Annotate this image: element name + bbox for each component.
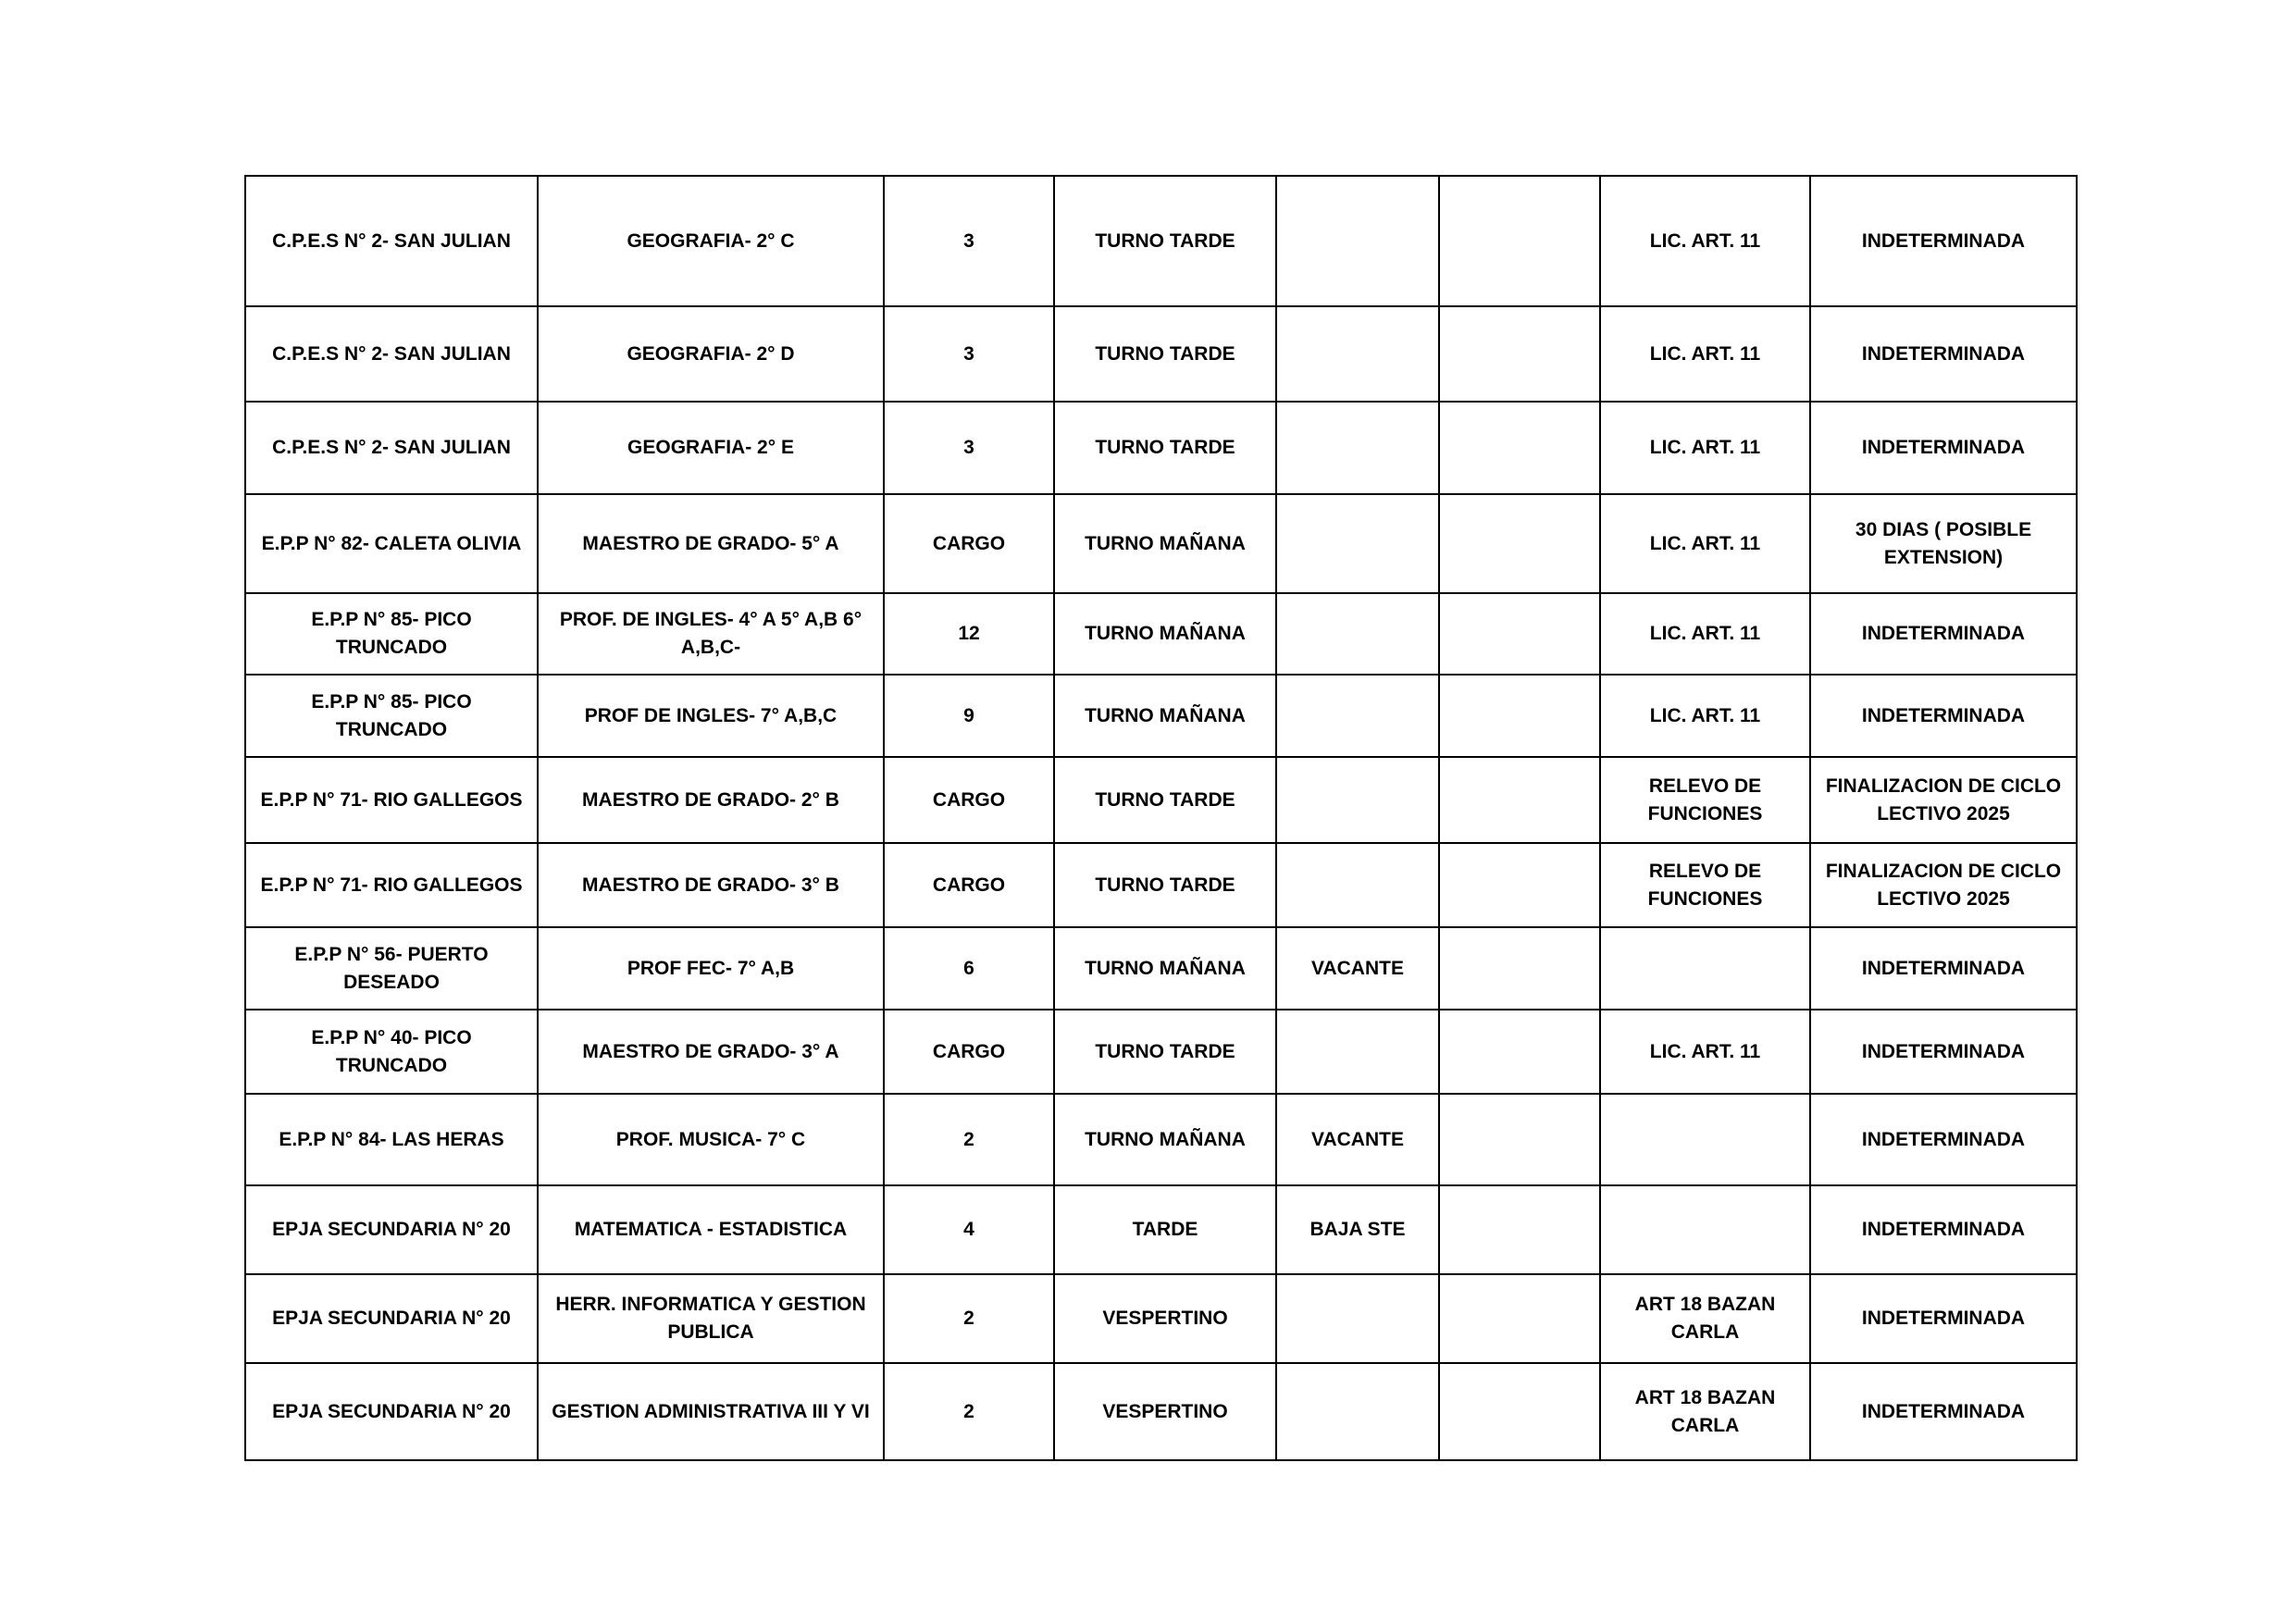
subject-cell: HERR. INFORMATICA Y GESTION PUBLICA bbox=[538, 1274, 884, 1363]
duration-cell: INDETERMINADA bbox=[1810, 1274, 2077, 1363]
shift-cell: TURNO MAÑANA bbox=[1054, 675, 1276, 757]
duration-cell: INDETERMINADA bbox=[1810, 927, 2077, 1010]
school-cell: EPJA SECUNDARIA N° 20 bbox=[245, 1274, 538, 1363]
table-row bbox=[245, 927, 2077, 1010]
table-row bbox=[245, 757, 2077, 843]
hours-cell: 2 bbox=[884, 1363, 1054, 1460]
hours-cell: 4 bbox=[884, 1185, 1054, 1274]
duration-cell: INDETERMINADA bbox=[1810, 593, 2077, 675]
school-cell: E.P.P N° 71- RIO GALLEGOS bbox=[245, 757, 538, 843]
reason-cell: LIC. ART. 11 bbox=[1600, 675, 1810, 757]
table-row bbox=[245, 843, 2077, 927]
empty-cell bbox=[1439, 1185, 1600, 1274]
status-cell bbox=[1276, 1274, 1439, 1363]
empty-cell bbox=[1439, 1363, 1600, 1460]
hours-cell: 9 bbox=[884, 675, 1054, 757]
reason-cell: LIC. ART. 11 bbox=[1600, 306, 1810, 402]
school-cell: C.P.E.S N° 2- SAN JULIAN bbox=[245, 176, 538, 306]
status-cell bbox=[1276, 593, 1439, 675]
school-cell: EPJA SECUNDARIA N° 20 bbox=[245, 1363, 538, 1460]
table-row bbox=[245, 1274, 2077, 1363]
table-row bbox=[245, 176, 2077, 306]
subject-cell: MAESTRO DE GRADO- 2° B bbox=[538, 757, 884, 843]
reason-cell: ART 18 BAZAN CARLA bbox=[1600, 1363, 1810, 1460]
duration-cell: INDETERMINADA bbox=[1810, 402, 2077, 494]
status-cell bbox=[1276, 1010, 1439, 1094]
duration-cell: INDETERMINADA bbox=[1810, 306, 2077, 402]
duration-cell: 30 DIAS ( POSIBLE EXTENSION) bbox=[1810, 494, 2077, 593]
hours-cell: 12 bbox=[884, 593, 1054, 675]
table-body bbox=[245, 176, 2077, 1460]
subject-cell: MATEMATICA - ESTADISTICA bbox=[538, 1185, 884, 1274]
subject-cell: PROF FEC- 7° A,B bbox=[538, 927, 884, 1010]
shift-cell: TURNO TARDE bbox=[1054, 1010, 1276, 1094]
hours-cell: 3 bbox=[884, 402, 1054, 494]
school-cell: EPJA SECUNDARIA N° 20 bbox=[245, 1185, 538, 1274]
empty-cell bbox=[1439, 494, 1600, 593]
duration-cell: INDETERMINADA bbox=[1810, 1185, 2077, 1274]
school-cell: C.P.E.S N° 2- SAN JULIAN bbox=[245, 306, 538, 402]
table-row bbox=[245, 494, 2077, 593]
status-cell bbox=[1276, 843, 1439, 927]
shift-cell: TURNO TARDE bbox=[1054, 757, 1276, 843]
status-cell bbox=[1276, 494, 1439, 593]
subject-cell: GEOGRAFIA- 2° C bbox=[538, 176, 884, 306]
school-cell: E.P.P N° 84- LAS HERAS bbox=[245, 1094, 538, 1185]
empty-cell bbox=[1439, 757, 1600, 843]
subject-cell: GEOGRAFIA- 2° D bbox=[538, 306, 884, 402]
empty-cell bbox=[1439, 176, 1600, 306]
reason-cell: ART 18 BAZAN CARLA bbox=[1600, 1274, 1810, 1363]
shift-cell: TURNO MAÑANA bbox=[1054, 927, 1276, 1010]
status-cell: VACANTE bbox=[1276, 927, 1439, 1010]
hours-cell: CARGO bbox=[884, 1010, 1054, 1094]
subject-cell: PROF. DE INGLES- 4° A 5° A,B 6° A,B,C- bbox=[538, 593, 884, 675]
status-cell: BAJA STE bbox=[1276, 1185, 1439, 1274]
table-row bbox=[245, 1185, 2077, 1274]
status-cell bbox=[1276, 306, 1439, 402]
school-cell: E.P.P N° 56- PUERTO DESEADO bbox=[245, 927, 538, 1010]
reason-cell: RELEVO DE FUNCIONES bbox=[1600, 843, 1810, 927]
subject-cell: PROF. MUSICA- 7° C bbox=[538, 1094, 884, 1185]
school-cell: E.P.P N° 82- CALETA OLIVIA bbox=[245, 494, 538, 593]
shift-cell: TURNO MAÑANA bbox=[1054, 494, 1276, 593]
reason-cell: LIC. ART. 11 bbox=[1600, 593, 1810, 675]
table-row bbox=[245, 675, 2077, 757]
reason-cell: LIC. ART. 11 bbox=[1600, 1010, 1810, 1094]
reason-cell bbox=[1600, 1185, 1810, 1274]
status-cell bbox=[1276, 176, 1439, 306]
empty-cell bbox=[1439, 402, 1600, 494]
vacancies-table bbox=[244, 175, 2078, 1461]
status-cell bbox=[1276, 757, 1439, 843]
subject-cell: GESTION ADMINISTRATIVA III Y VI bbox=[538, 1363, 884, 1460]
empty-cell bbox=[1439, 306, 1600, 402]
table-row bbox=[245, 1010, 2077, 1094]
empty-cell bbox=[1439, 593, 1600, 675]
status-cell bbox=[1276, 402, 1439, 494]
subject-cell: PROF DE INGLES- 7° A,B,C bbox=[538, 675, 884, 757]
shift-cell: TURNO TARDE bbox=[1054, 306, 1276, 402]
duration-cell: INDETERMINADA bbox=[1810, 176, 2077, 306]
hours-cell: CARGO bbox=[884, 757, 1054, 843]
status-cell bbox=[1276, 1363, 1439, 1460]
table-row bbox=[245, 1363, 2077, 1460]
duration-cell: INDETERMINADA bbox=[1810, 1010, 2077, 1094]
subject-cell: MAESTRO DE GRADO- 5° A bbox=[538, 494, 884, 593]
hours-cell: 2 bbox=[884, 1094, 1054, 1185]
school-cell: E.P.P N° 85- PICO TRUNCADO bbox=[245, 675, 538, 757]
subject-cell: MAESTRO DE GRADO- 3° B bbox=[538, 843, 884, 927]
empty-cell bbox=[1439, 1274, 1600, 1363]
duration-cell: FINALIZACION DE CICLO LECTIVO 2025 bbox=[1810, 757, 2077, 843]
duration-cell: INDETERMINADA bbox=[1810, 675, 2077, 757]
reason-cell: RELEVO DE FUNCIONES bbox=[1600, 757, 1810, 843]
duration-cell: INDETERMINADA bbox=[1810, 1094, 2077, 1185]
hours-cell: CARGO bbox=[884, 843, 1054, 927]
empty-cell bbox=[1439, 1010, 1600, 1094]
table-row bbox=[245, 306, 2077, 402]
school-cell: E.P.P N° 85- PICO TRUNCADO bbox=[245, 593, 538, 675]
duration-cell: INDETERMINADA bbox=[1810, 1363, 2077, 1460]
empty-cell bbox=[1439, 927, 1600, 1010]
shift-cell: VESPERTINO bbox=[1054, 1274, 1276, 1363]
hours-cell: 2 bbox=[884, 1274, 1054, 1363]
hours-cell: 3 bbox=[884, 176, 1054, 306]
duration-cell: FINALIZACION DE CICLO LECTIVO 2025 bbox=[1810, 843, 2077, 927]
empty-cell bbox=[1439, 1094, 1600, 1185]
empty-cell bbox=[1439, 843, 1600, 927]
reason-cell: LIC. ART. 11 bbox=[1600, 176, 1810, 306]
reason-cell bbox=[1600, 1094, 1810, 1185]
school-cell: E.P.P N° 40- PICO TRUNCADO bbox=[245, 1010, 538, 1094]
hours-cell: 6 bbox=[884, 927, 1054, 1010]
shift-cell: TURNO TARDE bbox=[1054, 402, 1276, 494]
status-cell bbox=[1276, 675, 1439, 757]
shift-cell: TURNO TARDE bbox=[1054, 176, 1276, 306]
table-row bbox=[245, 402, 2077, 494]
empty-cell bbox=[1439, 675, 1600, 757]
shift-cell: VESPERTINO bbox=[1054, 1363, 1276, 1460]
hours-cell: 3 bbox=[884, 306, 1054, 402]
school-cell: E.P.P N° 71- RIO GALLEGOS bbox=[245, 843, 538, 927]
table-row bbox=[245, 593, 2077, 675]
subject-cell: MAESTRO DE GRADO- 3° A bbox=[538, 1010, 884, 1094]
reason-cell: LIC. ART. 11 bbox=[1600, 402, 1810, 494]
reason-cell bbox=[1600, 927, 1810, 1010]
shift-cell: TARDE bbox=[1054, 1185, 1276, 1274]
status-cell: VACANTE bbox=[1276, 1094, 1439, 1185]
school-cell: C.P.E.S N° 2- SAN JULIAN bbox=[245, 402, 538, 494]
shift-cell: TURNO MAÑANA bbox=[1054, 593, 1276, 675]
table-row bbox=[245, 1094, 2077, 1185]
reason-cell: LIC. ART. 11 bbox=[1600, 494, 1810, 593]
subject-cell: GEOGRAFIA- 2° E bbox=[538, 402, 884, 494]
shift-cell: TURNO TARDE bbox=[1054, 843, 1276, 927]
shift-cell: TURNO MAÑANA bbox=[1054, 1094, 1276, 1185]
hours-cell: CARGO bbox=[884, 494, 1054, 593]
